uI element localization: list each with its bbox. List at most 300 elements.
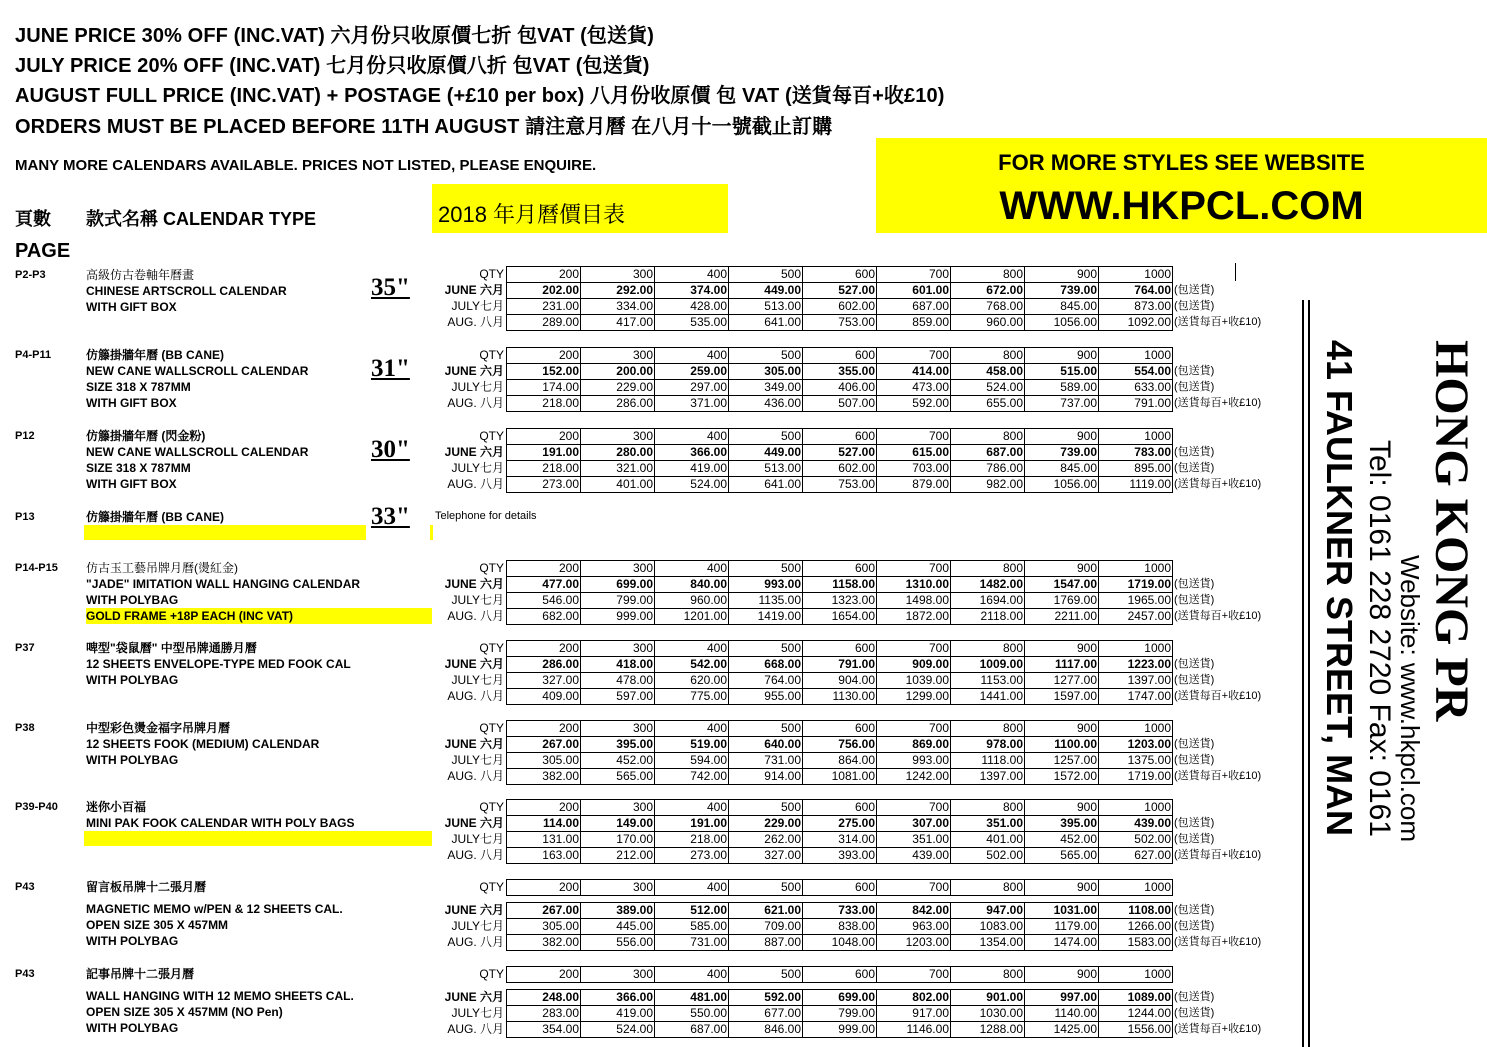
price-cell: 1310.00 <box>877 577 951 593</box>
price-cell: 597.00 <box>581 689 655 705</box>
price-cell: 904.00 <box>803 673 877 689</box>
row-label: AUG. 八月 <box>447 769 504 783</box>
qty-cell: 300 <box>581 880 655 896</box>
qty-cell: 300 <box>581 561 655 577</box>
qty-cell: 1000 <box>1099 267 1173 283</box>
product-detail: OPEN SIZE 305 X 457MM <box>86 918 229 932</box>
price-row-qty <box>432 561 1285 577</box>
qty-cell: 200 <box>507 267 581 283</box>
price-cell: 1375.00 <box>1099 753 1173 769</box>
product-detail: WITH POLYBAG <box>86 673 179 687</box>
row-label: JULY七月 <box>451 753 504 767</box>
price-cell: 589.00 <box>1025 380 1099 396</box>
qty-cell: 900 <box>1025 429 1099 445</box>
price-cell: 1441.00 <box>951 689 1025 705</box>
price-cell: 163.00 <box>507 848 581 864</box>
product-detail: WITH POLYBAG <box>86 593 179 607</box>
price-cell: 640.00 <box>729 737 803 753</box>
product-name-en: 12 SHEETS FOOK (MEDIUM) CALENDAR <box>86 737 320 751</box>
qty-cell: 600 <box>803 561 877 577</box>
product-size: 33" <box>371 503 410 530</box>
price-cell: 395.00 <box>1025 816 1099 832</box>
price-cell: 731.00 <box>729 753 803 769</box>
qty-cell: 600 <box>803 967 877 983</box>
headline-july: JULY PRICE 20% OFF (INC.VAT) 七月份只收原價八折 包VAT (包送貨) <box>15 55 650 77</box>
price-cell: 838.00 <box>803 919 877 935</box>
price-cell: 366.00 <box>655 445 729 461</box>
price-cell: 305.00 <box>729 364 803 380</box>
price-cell: 349.00 <box>729 380 803 396</box>
price-cell: 1081.00 <box>803 769 877 785</box>
qty-cell: 600 <box>803 641 877 657</box>
qty-cell: 300 <box>581 800 655 816</box>
delivery-note: (送貨每百+收£10) <box>1174 478 1262 490</box>
delivery-note: (送貨每百+收£10) <box>1174 690 1262 702</box>
price-cell: 212.00 <box>581 848 655 864</box>
product-name-cn: 仿籐掛牆年曆 (閃金粉) <box>86 429 206 443</box>
delivery-note: (包送貨) <box>1174 833 1215 845</box>
qty-cell: 200 <box>507 880 581 896</box>
qty-cell: 800 <box>951 348 1025 364</box>
price-cell: 1100.00 <box>1025 737 1099 753</box>
delivery-note: (送貨每百+收£10) <box>1174 1023 1262 1035</box>
delivery-note: (包送貨) <box>1174 578 1215 590</box>
product-name-cn: 仿籐掛牆年曆 (BB CANE) <box>86 510 224 524</box>
price-cell: 1694.00 <box>951 593 1025 609</box>
price-cell: 527.00 <box>803 283 877 299</box>
price-cell: 733.00 <box>803 903 877 919</box>
price-cell: 1498.00 <box>877 593 951 609</box>
price-cell: 687.00 <box>877 299 951 315</box>
price-cell: 753.00 <box>803 477 877 493</box>
price-cell: 502.00 <box>1099 832 1173 848</box>
price-cell: 672.00 <box>951 283 1025 299</box>
qty-cell: 200 <box>507 800 581 816</box>
price-cell: 1769.00 <box>1025 593 1099 609</box>
price-cell: 786.00 <box>951 461 1025 477</box>
price-cell: 419.00 <box>581 1006 655 1022</box>
qty-cell: 1000 <box>1099 561 1173 577</box>
price-cell: 439.00 <box>877 848 951 864</box>
price-cell: 428.00 <box>655 299 729 315</box>
product-detail: SIZE 318 X 787MM <box>86 461 191 475</box>
price-cell: 1397.00 <box>951 769 1025 785</box>
product-description <box>86 720 319 768</box>
row-label: AUG. 八月 <box>447 396 504 410</box>
price-cell: 1119.00 <box>1099 477 1173 493</box>
price-cell: 355.00 <box>803 364 877 380</box>
price-cell: 191.00 <box>507 445 581 461</box>
delivery-note: (包送貨) <box>1174 594 1215 606</box>
website-url[interactable]: WWW.HKPCL.COM <box>999 184 1364 228</box>
qty-cell: 600 <box>803 721 877 737</box>
price-cell: 149.00 <box>581 816 655 832</box>
price-cell: 1203.00 <box>877 935 951 951</box>
delivery-note: (送貨每百+收£10) <box>1174 397 1262 409</box>
qty-cell: 300 <box>581 429 655 445</box>
price-cell: 641.00 <box>729 315 803 331</box>
row-label: JUNE 六月 <box>444 364 504 378</box>
price-row-july <box>432 673 1285 689</box>
price-row-aug <box>432 935 1285 951</box>
price-cell: 354.00 <box>507 1022 581 1038</box>
price-row-qty <box>432 880 1285 896</box>
product-description <box>86 799 354 831</box>
price-cell: 174.00 <box>507 380 581 396</box>
qty-cell: 500 <box>729 641 803 657</box>
price-cell: 960.00 <box>951 315 1025 331</box>
delivery-note: (包送貨) <box>1174 738 1215 750</box>
qty-cell: 1000 <box>1099 800 1173 816</box>
price-cell: 864.00 <box>803 753 877 769</box>
price-cell: 374.00 <box>655 283 729 299</box>
delivery-note: (包送貨) <box>1174 446 1215 458</box>
price-cell: 1201.00 <box>655 609 729 625</box>
price-cell: 273.00 <box>655 848 729 864</box>
delivery-note <box>1173 800 1286 816</box>
price-cell: 917.00 <box>877 1006 951 1022</box>
row-label: AUG. 八月 <box>447 477 504 491</box>
price-cell: 845.00 <box>1025 461 1099 477</box>
price-cell: 449.00 <box>729 283 803 299</box>
qty-cell: 400 <box>655 429 729 445</box>
product-name-cn: 記事吊牌十二張月曆 <box>86 967 195 981</box>
price-table <box>432 266 1285 331</box>
price-cell: 699.00 <box>803 990 877 1006</box>
price-cell: 283.00 <box>507 1006 581 1022</box>
qty-cell: 500 <box>729 967 803 983</box>
qty-cell: 500 <box>729 429 803 445</box>
price-row-june <box>432 445 1285 461</box>
qty-cell: 700 <box>877 967 951 983</box>
price-cell: 229.00 <box>729 816 803 832</box>
product-detail: WITH GIFT BOX <box>86 300 177 314</box>
gold-frame-note: GOLD FRAME +18P EACH (INC VAT) <box>86 608 432 624</box>
price-cell: 1719.00 <box>1099 769 1173 785</box>
price-cell: 963.00 <box>877 919 951 935</box>
price-cell: 546.00 <box>507 593 581 609</box>
column-calendar-type: 款式名稱 CALENDAR TYPE <box>86 209 317 229</box>
price-cell: 978.00 <box>951 737 1025 753</box>
row-label: QTY <box>479 429 504 443</box>
column-page-cn: 頁數 <box>15 209 51 229</box>
qty-cell: 700 <box>877 641 951 657</box>
price-cell: 753.00 <box>803 315 877 331</box>
price-cell: 297.00 <box>655 380 729 396</box>
price-cell: 170.00 <box>581 832 655 848</box>
price-cell: 594.00 <box>655 753 729 769</box>
price-cell: 419.00 <box>655 461 729 477</box>
price-cell: 542.00 <box>655 657 729 673</box>
price-cell: 1872.00 <box>877 609 951 625</box>
row-label: JULY七月 <box>451 1006 504 1020</box>
price-cell: 1146.00 <box>877 1022 951 1038</box>
headline-june: JUNE PRICE 30% OFF (INC.VAT) 六月份只收原價七折 包VAT (包送貨) <box>15 25 654 47</box>
column-page: PAGE <box>15 240 71 262</box>
price-cell: 791.00 <box>803 657 877 673</box>
price-row-june <box>432 816 1285 832</box>
product-description <box>86 428 308 492</box>
price-cell: 535.00 <box>655 315 729 331</box>
price-cell: 527.00 <box>803 445 877 461</box>
price-cell: 259.00 <box>655 364 729 380</box>
row-label: JULY七月 <box>451 380 504 394</box>
price-cell: 1597.00 <box>1025 689 1099 705</box>
price-row-july <box>432 299 1285 315</box>
price-cell: 418.00 <box>581 657 655 673</box>
price-cell: 592.00 <box>729 990 803 1006</box>
product-detail: WITH POLYBAG <box>86 753 179 767</box>
price-cell: 512.00 <box>655 903 729 919</box>
qty-cell: 800 <box>951 641 1025 657</box>
qty-cell: 600 <box>803 429 877 445</box>
qty-cell: 200 <box>507 348 581 364</box>
company-phone: Tel: 0161 228 2720 Fax: 0161 <box>1363 440 1396 837</box>
product-page-ref: P2-P3 <box>15 269 46 281</box>
price-cell: 873.00 <box>1099 299 1173 315</box>
qty-cell: 800 <box>951 880 1025 896</box>
company-name: HONG KONG PR <box>1425 340 1478 722</box>
price-cell: 1474.00 <box>1025 935 1099 951</box>
price-cell: 1583.00 <box>1099 935 1173 951</box>
qty-cell: 200 <box>507 641 581 657</box>
delivery-note: (包送貨) <box>1174 674 1215 686</box>
price-table <box>432 428 1285 493</box>
price-row-july <box>432 593 1285 609</box>
price-cell: 401.00 <box>951 832 1025 848</box>
price-cell: 1130.00 <box>803 689 877 705</box>
delivery-note: (送貨每百+收£10) <box>1174 770 1262 782</box>
qty-cell: 300 <box>581 641 655 657</box>
price-cell: 1572.00 <box>1025 769 1099 785</box>
price-cell: 641.00 <box>729 477 803 493</box>
product-name-cn: 中型彩色燙金福字吊牌月曆 <box>86 721 231 735</box>
price-cell: 775.00 <box>655 689 729 705</box>
price-cell: 1397.00 <box>1099 673 1173 689</box>
price-cell: 764.00 <box>1099 283 1173 299</box>
delivery-note: (包送貨) <box>1174 284 1215 296</box>
price-cell: 200.00 <box>581 364 655 380</box>
price-cell: 351.00 <box>951 816 1025 832</box>
price-cell: 334.00 <box>581 299 655 315</box>
price-table <box>432 799 1285 864</box>
price-cell: 389.00 <box>581 903 655 919</box>
price-cell: 1117.00 <box>1025 657 1099 673</box>
row-label: AUG. 八月 <box>447 848 504 862</box>
price-cell: 409.00 <box>507 689 581 705</box>
qty-cell: 500 <box>729 561 803 577</box>
product-name-en: 12 SHEETS ENVELOPE-TYPE MED FOOK CAL <box>86 657 351 671</box>
product-page-ref: P4-P11 <box>15 349 52 361</box>
price-cell: 879.00 <box>877 477 951 493</box>
price-cell: 799.00 <box>581 593 655 609</box>
product-page-ref: P13 <box>15 511 35 523</box>
price-cell: 218.00 <box>655 832 729 848</box>
product-name-cn: 啤型"袋鼠曆" 中型吊牌通勝月曆 <box>86 641 257 655</box>
qty-cell: 500 <box>729 721 803 737</box>
price-cell: 1547.00 <box>1025 577 1099 593</box>
delivery-note: (包送貨) <box>1174 300 1215 312</box>
price-cell: 1056.00 <box>1025 315 1099 331</box>
price-cell: 1257.00 <box>1025 753 1099 769</box>
product-page-ref: P14-P15 <box>15 562 58 574</box>
price-table <box>432 879 1285 951</box>
price-cell: 513.00 <box>729 299 803 315</box>
price-cell: 842.00 <box>877 903 951 919</box>
price-cell: 585.00 <box>655 919 729 935</box>
product-description <box>86 560 432 624</box>
price-row-aug <box>432 609 1285 625</box>
price-cell: 709.00 <box>729 919 803 935</box>
price-row-aug <box>432 477 1285 493</box>
row-label: QTY <box>479 267 504 281</box>
price-cell: 273.00 <box>507 477 581 493</box>
price-cell: 314.00 <box>803 832 877 848</box>
price-cell: 840.00 <box>655 577 729 593</box>
price-table <box>432 347 1285 412</box>
product-page-ref: P37 <box>15 642 35 654</box>
qty-cell: 400 <box>655 348 729 364</box>
qty-cell: 700 <box>877 348 951 364</box>
delivery-note: (送貨每百+收£10) <box>1174 316 1262 328</box>
more-calendars-note: MANY MORE CALENDARS AVAILABLE. PRICES NOT LISTED, PLEASE ENQUIRE. <box>15 157 597 174</box>
price-cell: 1135.00 <box>729 593 803 609</box>
price-cell: 1092.00 <box>1099 315 1173 331</box>
price-cell: 997.00 <box>1025 990 1099 1006</box>
price-cell: 393.00 <box>803 848 877 864</box>
product-name-cn: 仿古玉工藝吊牌月曆(燙紅金) <box>86 561 238 575</box>
company-website[interactable]: Website: www.hkpcl.com <box>1395 555 1425 843</box>
price-cell: 982.00 <box>951 477 1025 493</box>
price-cell: 327.00 <box>729 848 803 864</box>
product-name-en: NEW CANE WALLSCROLL CALENDAR <box>86 445 309 459</box>
qty-cell: 800 <box>951 967 1025 983</box>
price-cell: 1223.00 <box>1099 657 1173 673</box>
price-cell: 602.00 <box>803 299 877 315</box>
price-cell: 1118.00 <box>951 753 1025 769</box>
price-cell: 731.00 <box>655 935 729 951</box>
qty-cell: 500 <box>729 348 803 364</box>
price-row-july <box>432 753 1285 769</box>
price-cell: 737.00 <box>1025 396 1099 412</box>
qty-cell: 400 <box>655 967 729 983</box>
price-row-june <box>432 364 1285 380</box>
price-cell: 554.00 <box>1099 364 1173 380</box>
price-cell: 993.00 <box>877 753 951 769</box>
qty-cell: 900 <box>1025 721 1099 737</box>
price-cell: 1244.00 <box>1099 1006 1173 1022</box>
price-cell: 351.00 <box>877 832 951 848</box>
price-cell: 473.00 <box>877 380 951 396</box>
price-cell: 191.00 <box>655 816 729 832</box>
price-cell: 445.00 <box>581 919 655 935</box>
price-cell: 1179.00 <box>1025 919 1099 935</box>
row-label: JULY七月 <box>451 461 504 475</box>
price-cell: 783.00 <box>1099 445 1173 461</box>
qty-cell: 400 <box>655 267 729 283</box>
price-cell: 846.00 <box>729 1022 803 1038</box>
qty-cell: 500 <box>729 880 803 896</box>
price-cell: 452.00 <box>1025 832 1099 848</box>
row-label: JUNE 六月 <box>444 577 504 591</box>
qty-cell: 200 <box>507 967 581 983</box>
qty-cell: 900 <box>1025 880 1099 896</box>
price-row-aug <box>432 689 1285 705</box>
price-cell: 1747.00 <box>1099 689 1173 705</box>
product-detail: SIZE 318 X 787MM <box>86 380 191 394</box>
product-name-cn: 高級仿古卷軸年曆畫 <box>86 268 195 282</box>
qty-cell: 600 <box>803 800 877 816</box>
price-row-july <box>432 461 1285 477</box>
qty-cell: 400 <box>655 880 729 896</box>
highlight-bar <box>84 831 432 846</box>
price-cell: 1719.00 <box>1099 577 1173 593</box>
qty-cell: 1000 <box>1099 721 1173 737</box>
price-cell: 1556.00 <box>1099 1022 1173 1038</box>
price-cell: 655.00 <box>951 396 1025 412</box>
qty-cell: 900 <box>1025 561 1099 577</box>
row-label: QTY <box>479 967 504 981</box>
qty-cell: 800 <box>951 800 1025 816</box>
price-cell: 615.00 <box>877 445 951 461</box>
price-cell: 231.00 <box>507 299 581 315</box>
row-label: JUNE 六月 <box>444 737 504 751</box>
price-cell: 993.00 <box>729 577 803 593</box>
qty-cell: 400 <box>655 641 729 657</box>
price-cell: 267.00 <box>507 903 581 919</box>
price-row-july <box>432 832 1285 848</box>
price-cell: 909.00 <box>877 657 951 673</box>
price-cell: 436.00 <box>729 396 803 412</box>
row-label: JUNE 六月 <box>444 283 504 297</box>
price-cell: 887.00 <box>729 935 803 951</box>
product-page-ref: P12 <box>15 430 35 442</box>
price-cell: 478.00 <box>581 673 655 689</box>
delivery-note: (包送貨) <box>1174 920 1215 932</box>
delivery-note <box>1173 641 1286 657</box>
price-cell: 327.00 <box>507 673 581 689</box>
price-cell: 395.00 <box>581 737 655 753</box>
qty-cell: 700 <box>877 800 951 816</box>
delivery-note: (包送貨) <box>1174 381 1215 393</box>
product-name-en: MINI PAK FOOK CALENDAR WITH POLY BAGS <box>86 816 355 830</box>
price-cell: 262.00 <box>729 832 803 848</box>
product-description <box>86 966 354 1036</box>
qty-cell: 800 <box>951 267 1025 283</box>
product-detail: WITH POLYBAG <box>86 1021 179 1035</box>
product-size: 30" <box>371 436 410 463</box>
price-row-june <box>432 903 1285 919</box>
qty-cell: 800 <box>951 561 1025 577</box>
qty-cell: 600 <box>803 880 877 896</box>
price-cell: 1288.00 <box>951 1022 1025 1038</box>
product-name-en: MAGNETIC MEMO w/PEN & 12 SHEETS CAL. <box>86 902 343 916</box>
delivery-note: (包送貨) <box>1174 904 1215 916</box>
row-label: AUG. 八月 <box>447 1022 504 1036</box>
price-cell: 699.00 <box>581 577 655 593</box>
price-row-qty <box>432 267 1285 283</box>
price-row-aug <box>432 315 1285 331</box>
product-name-cn: 迷你小百福 <box>86 800 147 814</box>
qty-cell: 900 <box>1025 348 1099 364</box>
website-box <box>876 138 1487 233</box>
qty-cell: 300 <box>581 267 655 283</box>
price-cell: 481.00 <box>655 990 729 1006</box>
price-cell: 2211.00 <box>1025 609 1099 625</box>
qty-cell: 1000 <box>1099 348 1173 364</box>
price-cell: 1242.00 <box>877 769 951 785</box>
qty-cell: 700 <box>877 267 951 283</box>
